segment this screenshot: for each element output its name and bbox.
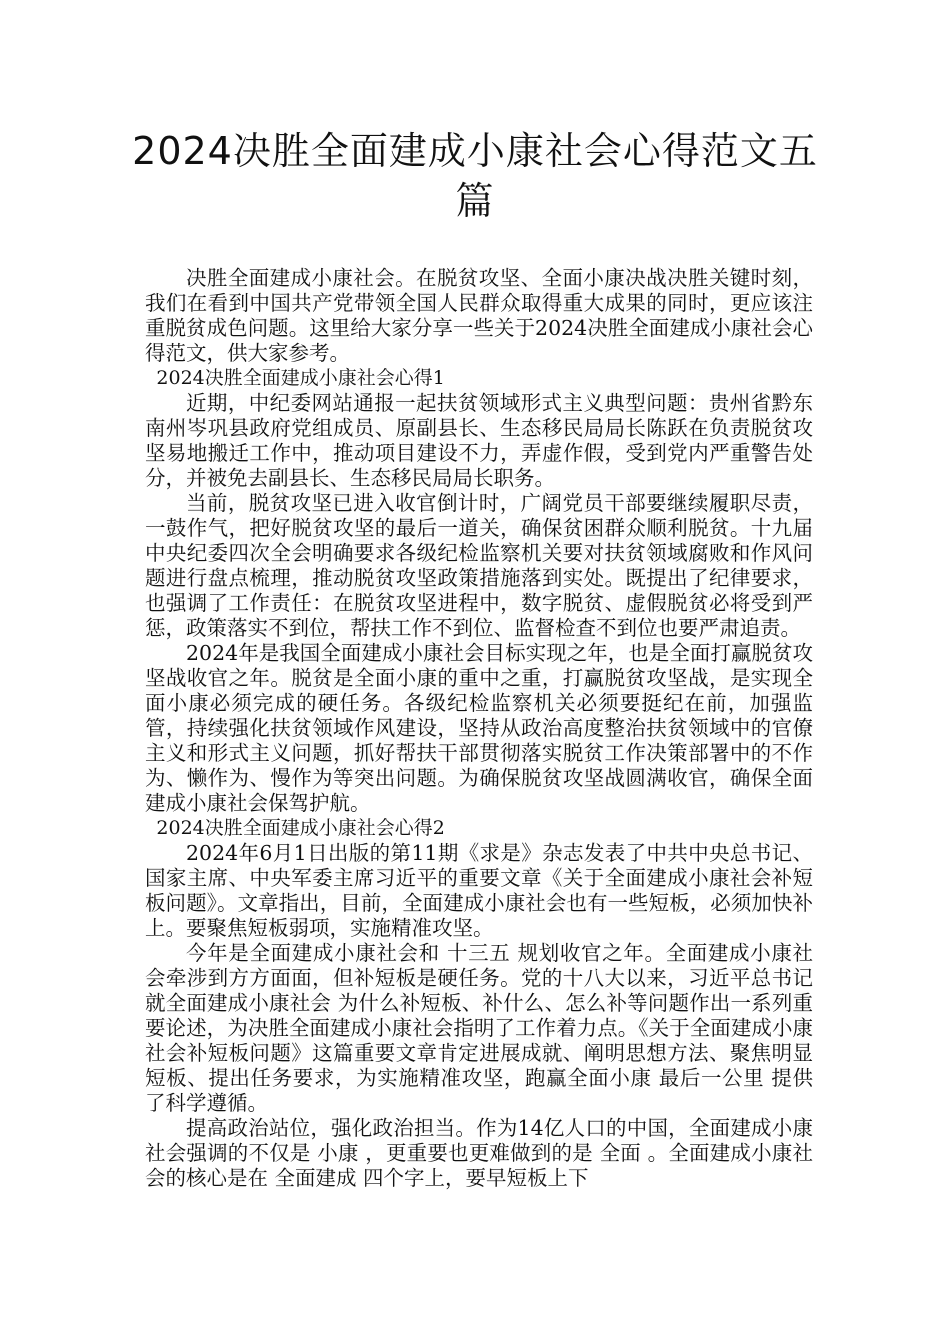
paragraph: 近期，中纪委网站通报一起扶贫领域形式主义典型问题：贵州省黔东南州岑巩县政府党组成员、原副县长、生态移民局局长陈跃在负责脱贫攻坚易地搬迁工作中，推动项目建设不力，弄虚作假，受到党内严重警告处分，并被免去副县长、生态移民局局长职务。 <box>145 391 813 490</box>
section-heading-1: 2024决胜全面建成小康社会心得1 <box>156 367 445 389</box>
intro-paragraph: 决胜全面建成小康社会。在脱贫攻坚、全面小康决战决胜关键时刻，我们在看到中国共产党带领全国人民群众取得重大成果的同时，更应该注重脱贫成色问题。这里给大家分享一些关于2024决胜全面建成小康社会心得范文，供大家参考。 <box>145 266 813 365</box>
paragraph: 2024年6月1日出版的第11期《求是》杂志发表了中共中央总书记、国家主席、中央军委主席习近平的重要文章《关于全面建成小康社会补短板问题》。文章指出，目前，全面建成小康社会也有一些短板，必须加快补上。要聚焦短板弱项，实施精准攻坚。 <box>145 841 813 940</box>
document-body <box>145 266 813 1191</box>
section-heading-2: 2024决胜全面建成小康社会心得2 <box>156 817 445 839</box>
document-title: 2024决胜全面建成小康社会心得范文五篇 <box>132 129 818 223</box>
paragraph: 提高政治站位，强化政治担当。作为14亿人口的中国，全面建成小康社会强调的不仅是 小康 ，更重要也更难做到的是 全面 。全面建成小康社会的核心是在 全面建成 四个字上，要早短板上下 <box>145 1116 813 1190</box>
paragraph: 2024年是我国全面建成小康社会目标实现之年，也是全面打赢脱贫攻坚战收官之年。脱贫是全面小康的重中之重，打赢脱贫攻坚战，是实现全面小康必须完成的硬任务。各级纪检监察机关必须要挺纪在前，加强监管，持续强化扶贫领域作风建设，坚持从政治高度整治扶贫领域中的官僚主义和形式主义问题，抓好帮扶干部贯彻落实脱贫工作决策部署中的不作为、懒作为、慢作为等突出问题。为确保脱贫攻坚战圆满收官，确保全面建成小康社会保驾护航。 <box>145 641 813 815</box>
paragraph: 当前，脱贫攻坚已进入收官倒计时，广阔党员干部要继续履职尽责，一鼓作气，把好脱贫攻坚的最后一道关，确保贫困群众顺利脱贫。十九届中央纪委四次全会明确要求各级纪检监察机关要对扶贫领域腐败和作风问题进行盘点梳理，推动脱贫攻坚政策措施落到实处。既提出了纪律要求，也强调了工作责任：在脱贫攻坚进程中，数字脱贫、虚假脱贫必将受到严惩，政策落实不到位，帮扶工作不到位、监督检查不到位也要严肃追责。 <box>145 491 813 640</box>
paragraph: 今年是全面建成小康社会和 十三五 规划收官之年。全面建成小康社会牵涉到方方面面，但补短板是硬任务。党的十八大以来，习近平总书记就全面建成小康社会 为什么补短板、补什么、怎么补等问题作出一系列重要论述，为决胜全面建成小康社会指明了工作着力点。《关于全面建成小康社会补短板问题》这篇重要文章肯定进展成就、阐明思想方法、聚焦明显短板、提出任务要求，为实施精准攻坚，跑赢全面小康 最后一公里 提供了科学遵循。 <box>145 941 813 1115</box>
